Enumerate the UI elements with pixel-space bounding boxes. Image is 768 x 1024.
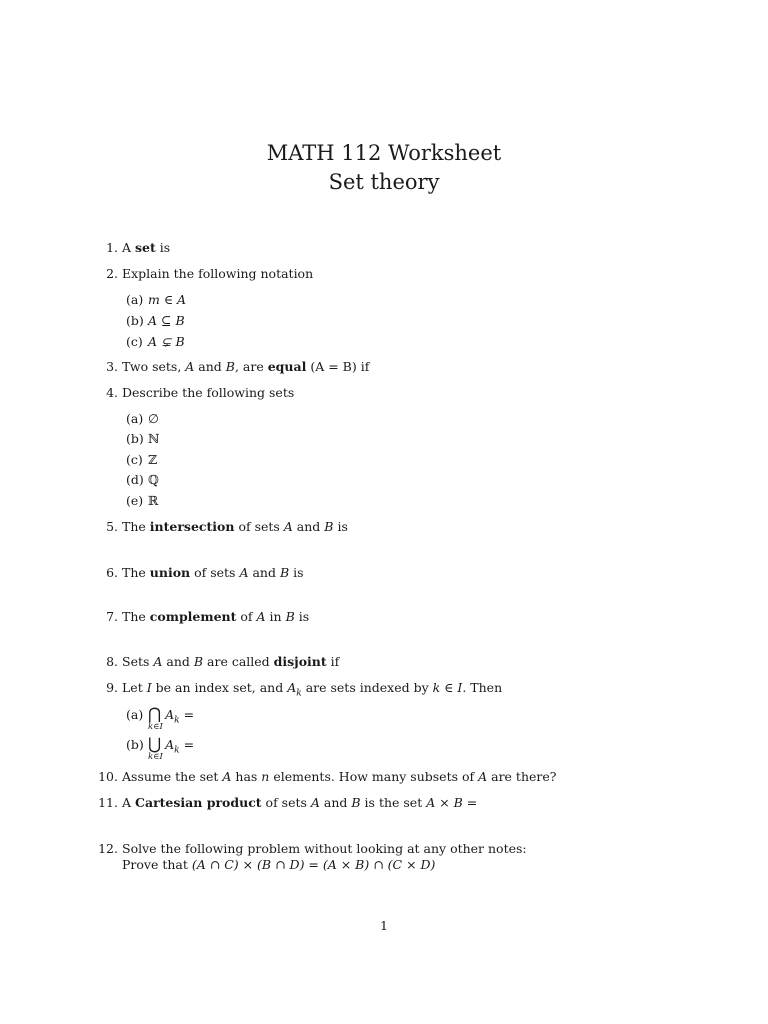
page-number: 1 — [380, 918, 388, 933]
question-10: Assume the set A has n elements. How many subsets of A are there? — [122, 769, 557, 784]
sub-item: (a) ∅ — [126, 411, 159, 426]
question-12-line-2: Prove that (A ∩ C) × (B ∩ D) = (A × B) ∩ (C × D) — [122, 857, 436, 872]
sub-item: (e) ℝ — [126, 493, 159, 508]
item-number: 4. — [106, 385, 118, 400]
item-number: 2. — [106, 266, 118, 281]
item-number: 9. — [106, 680, 118, 695]
title-line-2: Set theory — [328, 170, 440, 194]
sub-item: (b) ℕ — [126, 431, 160, 446]
intersection-operator: ⋂ — [148, 704, 162, 723]
question-1: A set is — [122, 240, 171, 255]
sub-item: (a) m ∈ A — [126, 292, 187, 307]
operator-subscript: k∈I — [148, 722, 163, 732]
question-9: Let I be an index set, and $A_k$ are sets indexed by k ∈ I. Then — [122, 680, 503, 699]
item-number: 7. — [106, 609, 118, 624]
item-number: 8. — [106, 654, 118, 669]
question-12-line-1: Solve the following problem without looking at any other notes: — [122, 841, 527, 856]
title-line-1: MATH 112 Worksheet — [266, 141, 502, 165]
item-number: 3. — [106, 359, 118, 374]
question-3: Two sets, A and B, are equal (A = B) if — [122, 359, 370, 374]
sub-item: (a) ⋂ $A_k$ = — [126, 704, 195, 726]
item-number: 10. — [98, 769, 118, 784]
sub-item: (c) ℤ — [126, 452, 158, 467]
sub-item: (b) A ⊆ B — [126, 313, 185, 328]
question-7: The complement of A in B is — [122, 609, 310, 624]
item-number: 6. — [106, 565, 118, 580]
question-5: The intersection of sets A and B is — [122, 519, 348, 534]
sub-item: (d) ℚ — [126, 472, 159, 487]
item-number: 11. — [98, 795, 118, 810]
question-8: Sets A and B are called disjoint if — [122, 654, 340, 669]
question-2: Explain the following notation — [122, 266, 314, 281]
item-number: 5. — [106, 519, 118, 534]
sub-item: (b) ⋃ $A_k$ = — [126, 734, 195, 756]
item-number: 12. — [98, 841, 118, 856]
question-11: A Cartesian product of sets A and B is the set A × B = — [122, 795, 478, 810]
sub-item: (c) A ⊊ B — [126, 334, 185, 349]
operator-subscript: k∈I — [148, 752, 163, 762]
union-operator: ⋃ — [148, 734, 162, 753]
question-6: The union of sets A and B is — [122, 565, 304, 580]
item-number: 1. — [106, 240, 118, 255]
question-4: Describe the following sets — [122, 385, 295, 400]
